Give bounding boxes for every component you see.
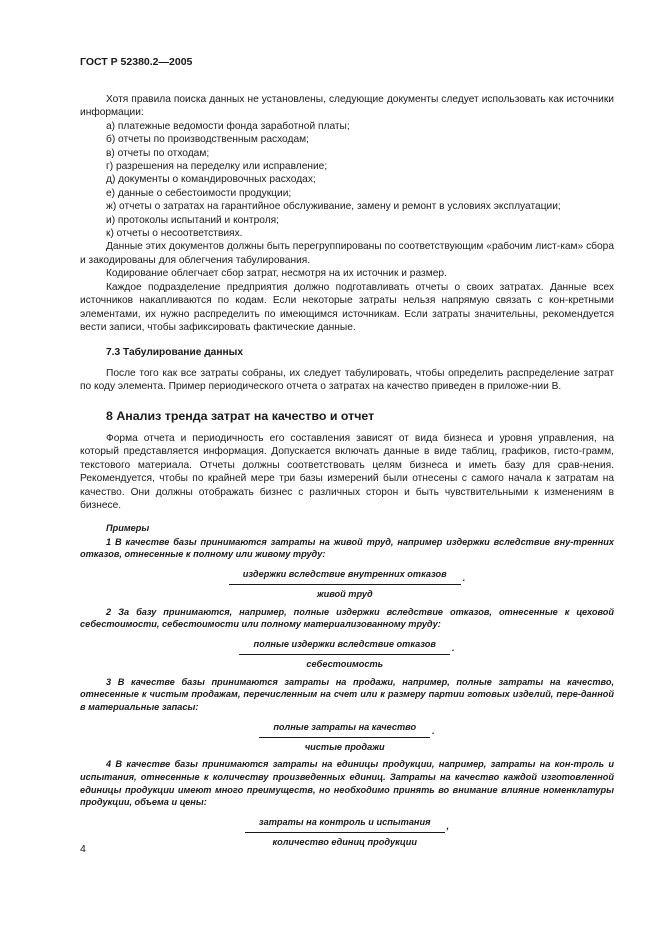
formula-punctuation: .	[451, 643, 455, 654]
example-text: 3 В качестве базы принимаются затраты на продажи, например, полные затраты на качество, отнесенные к чистым продажам, перечисленным на счет или к размеру партии готовых изделий, пере-данной в материальные запасы:	[80, 676, 614, 712]
example-text: 2 За базу принимаются, например, полные издержки вследствие отказов, отнесенные к цеховой себестоимости, себестоимости или полному материализованному труду:	[80, 606, 614, 630]
section-8-heading: 8 Анализ тренда затрат на качество и отчет	[106, 408, 375, 423]
list-item: ж) отчеты о затратах на гарантийное обслуживание, замену и ремонт в условиях эксплуатации;	[106, 201, 561, 213]
list-item: г) разрешения на переделку или исправление;	[106, 161, 328, 173]
formula	[80, 638, 614, 672]
formula-numerator: затраты на контроль и испытания	[245, 816, 445, 833]
formula-punctuation: .	[432, 725, 435, 736]
formula-numerator: полные издержки вследствие отказов	[239, 638, 449, 655]
section-7-3-heading: 7.3 Табулирование данных	[106, 347, 244, 359]
list-item: а) платежные ведомости фонда заработной платы;	[106, 120, 350, 132]
formula-denominator: себестоимость	[306, 659, 384, 670]
formula-denominator: живой труд	[316, 589, 373, 600]
regroup-paragraph: Данные этих документов должны быть перегруппированы по соответствующим «рабочим лист-кам» сбора и закодированы для облегчения табулирования.	[80, 241, 614, 266]
page-body	[80, 93, 614, 854]
examples-title: Примеры	[106, 523, 150, 534]
formula-denominator: чистые продажи	[304, 741, 385, 752]
report-form-paragraph: Форма отчета и периодичность его составления зависят от вида бизнеса и уровня управления, на который представляется информация. Допускается включать данные в виде таблиц, графиков, гисто-грамм, текстового материала. Отчеты должны соответствовать целям бизнеса и иметь базу для срав-нения. Рекомендуется, чтобы по крайней мере три базы измерений были отнесены с самого начала к затратам на качество. Они должны отображать бизнес с различных сторон и быть чувствительными к изменениям в бизнесе.	[80, 432, 614, 511]
formula-punctuation: ,	[446, 820, 450, 831]
list-item: в) отчеты по отходам;	[106, 147, 210, 159]
formula-denominator: количество единиц продукции	[272, 837, 417, 848]
formula	[80, 721, 614, 755]
formula	[80, 568, 614, 602]
formula-punctuation: .	[462, 573, 466, 584]
tabulation-paragraph: После того как все затраты собраны, их следует табулировать, чтобы определить распределение затрат по коду элемента. Пример периодического отчета о затратах на качество приведен в приложе-нии В.	[80, 367, 614, 393]
formula-numerator: полные затраты на качество	[259, 721, 430, 738]
list-item: и) протоколы испытаний и контроля;	[106, 214, 279, 226]
list-item: к) отчеты о несоответствиях.	[106, 228, 243, 240]
example-text: 4 В качестве базы принимаются затраты на единицы продукции, например, затраты на кон-троль и испытания, отнесенные к количеству произведенных единиц. Затраты на качество каждой изготовленной единицы продукции имеют много преимуществ, но необходимо принять во внимание влияние номенклатуры продукции, объема и цены:	[80, 759, 614, 808]
formula	[80, 816, 614, 850]
reports-paragraph: Каждое подразделение предприятия должно подготавливать отчеты о своих затратах. Данные всех источников накапливаются по кодам. Если некоторые затраты нельзя напрямую связать с кон-кретными элементами, их нужно распределить по имеющимся источникам. Если затраты значительны, рекомендуется вести записи, чтобы зафиксировать фактические данные.	[80, 281, 614, 333]
document-code-header: ГОСТ Р 52380.2—2005	[80, 56, 193, 68]
source-list	[80, 120, 614, 241]
example-text: 1 В качестве базы принимаются затраты на живой труд, например издержки вследствие вну-тренних отказов, отнесенные к полному или живому труду:	[80, 536, 614, 560]
coding-paragraph: Кодирование облегчает сбор затрат, несмотря на их источник и размер.	[106, 268, 447, 280]
list-item: б) отчеты по производственным расходам;	[106, 134, 309, 146]
list-item: е) данные о себестоимости продукции;	[106, 187, 292, 199]
intro-paragraph: Хотя правила поиска данных не установлены, следующие документы следует использовать как источники информации:	[80, 94, 614, 119]
list-item: д) документы о командировочных расходах;	[106, 174, 316, 186]
formula-numerator: издержки вследствие внутренних отказов	[229, 568, 461, 585]
page-number: 4	[80, 843, 86, 855]
